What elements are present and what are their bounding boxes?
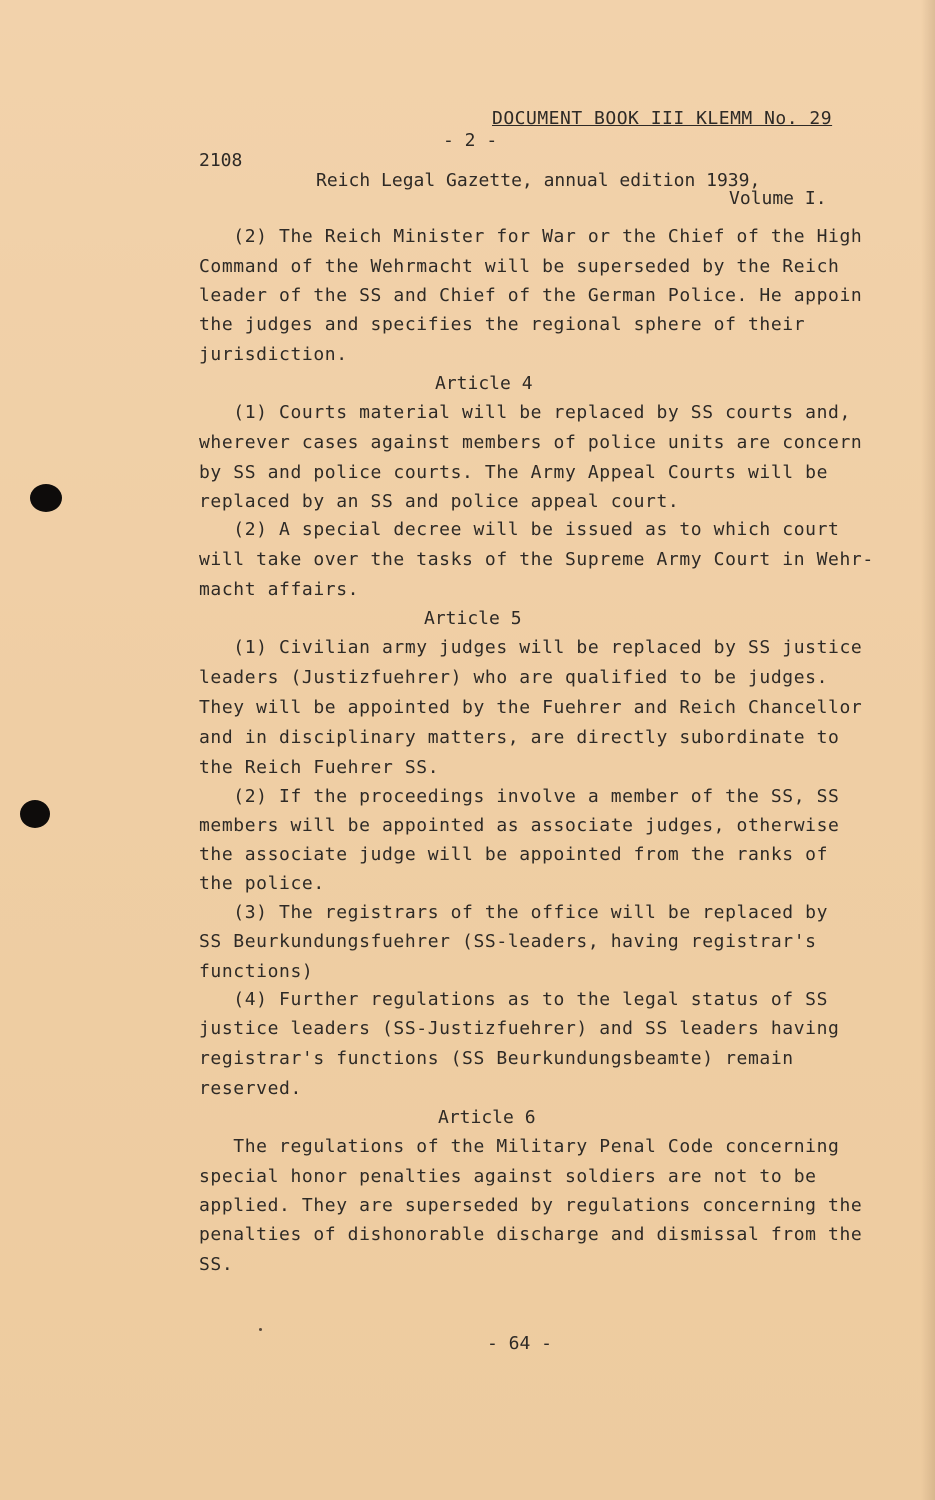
- text-line: (3) The registrars of the office will be replaced by: [199, 902, 829, 923]
- text-line: macht affairs.: [199, 579, 360, 600]
- text-line: functions): [199, 961, 314, 982]
- punch-hole-lower: [20, 800, 50, 828]
- text-line: SS.: [199, 1254, 234, 1275]
- text-line: justice leaders (SS-Justizfuehrer) and SS leaders having: [199, 1018, 840, 1039]
- text-line: applied. They are superseded by regulations concerning the: [199, 1195, 863, 1216]
- article-6-heading: Article 6: [438, 1107, 536, 1128]
- text-line: reserved.: [199, 1078, 302, 1099]
- text-line: registrar's functions (SS Beurkundungsbeamte) remain: [199, 1048, 794, 1069]
- text-line: SS Beurkundungsfuehrer (SS-leaders, having registrar's: [199, 931, 817, 952]
- document-reference: DOCUMENT BOOK III KLEMM No. 29: [492, 108, 833, 129]
- punch-hole-upper: [30, 484, 62, 512]
- text-line: special honor penalties against soldiers are not to be: [199, 1166, 817, 1187]
- gazette-title: Reich Legal Gazette, annual edition 1939,: [316, 170, 761, 191]
- page-number-top: - 2 -: [443, 130, 498, 151]
- text-line: will take over the tasks of the Supreme Army Court in Wehr-: [199, 549, 874, 570]
- text-line: (1) Courts material will be replaced by SS courts and,: [199, 402, 851, 423]
- text-line: the police.: [199, 873, 325, 894]
- text-line: replaced by an SS and police appeal court.: [199, 491, 680, 512]
- text-line: the Reich Fuehrer SS.: [199, 757, 440, 778]
- gazette-volume: Volume I.: [729, 188, 827, 209]
- page-code: 2108: [199, 150, 243, 171]
- text-line: leaders (Justizfuehrer) who are qualified to be judges.: [199, 667, 829, 688]
- text-line: members will be appointed as associate judges, otherwise: [199, 815, 840, 836]
- text-line: (2) The Reich Minister for War or the Chief of the High: [199, 226, 863, 247]
- text-line: the associate judge will be appointed from the ranks of: [199, 844, 829, 865]
- text-line: by SS and police courts. The Army Appeal Courts will be: [199, 462, 829, 483]
- speck: [259, 1328, 262, 1331]
- text-line: leader of the SS and Chief of the German Police. He appoin: [199, 285, 863, 306]
- text-line: the judges and specifies the regional sphere of their: [199, 314, 806, 335]
- page-edge-shadow: [921, 0, 935, 1500]
- article-5-heading: Article 5: [424, 608, 522, 629]
- page-number-bottom: - 64 -: [487, 1333, 553, 1354]
- text-line: (2) If the proceedings involve a member of the SS, SS: [199, 786, 840, 807]
- text-line: wherever cases against members of police units are concern: [199, 432, 863, 453]
- text-line: They will be appointed by the Fuehrer and Reich Chancellor: [199, 697, 863, 718]
- text-line: jurisdiction.: [199, 344, 348, 365]
- article-4-heading: Article 4: [435, 373, 533, 394]
- text-line: and in disciplinary matters, are directly subordinate to: [199, 727, 840, 748]
- text-line: (4) Further regulations as to the legal status of SS: [199, 989, 829, 1010]
- text-line: The regulations of the Military Penal Code concerning: [199, 1136, 840, 1157]
- text-line: (2) A special decree will be issued as to which court: [199, 519, 840, 540]
- text-line: penalties of dishonorable discharge and dismissal from the: [199, 1224, 863, 1245]
- text-line: (1) Civilian army judges will be replaced by SS justice: [199, 637, 863, 658]
- text-line: Command of the Wehrmacht will be superseded by the Reich: [199, 256, 840, 277]
